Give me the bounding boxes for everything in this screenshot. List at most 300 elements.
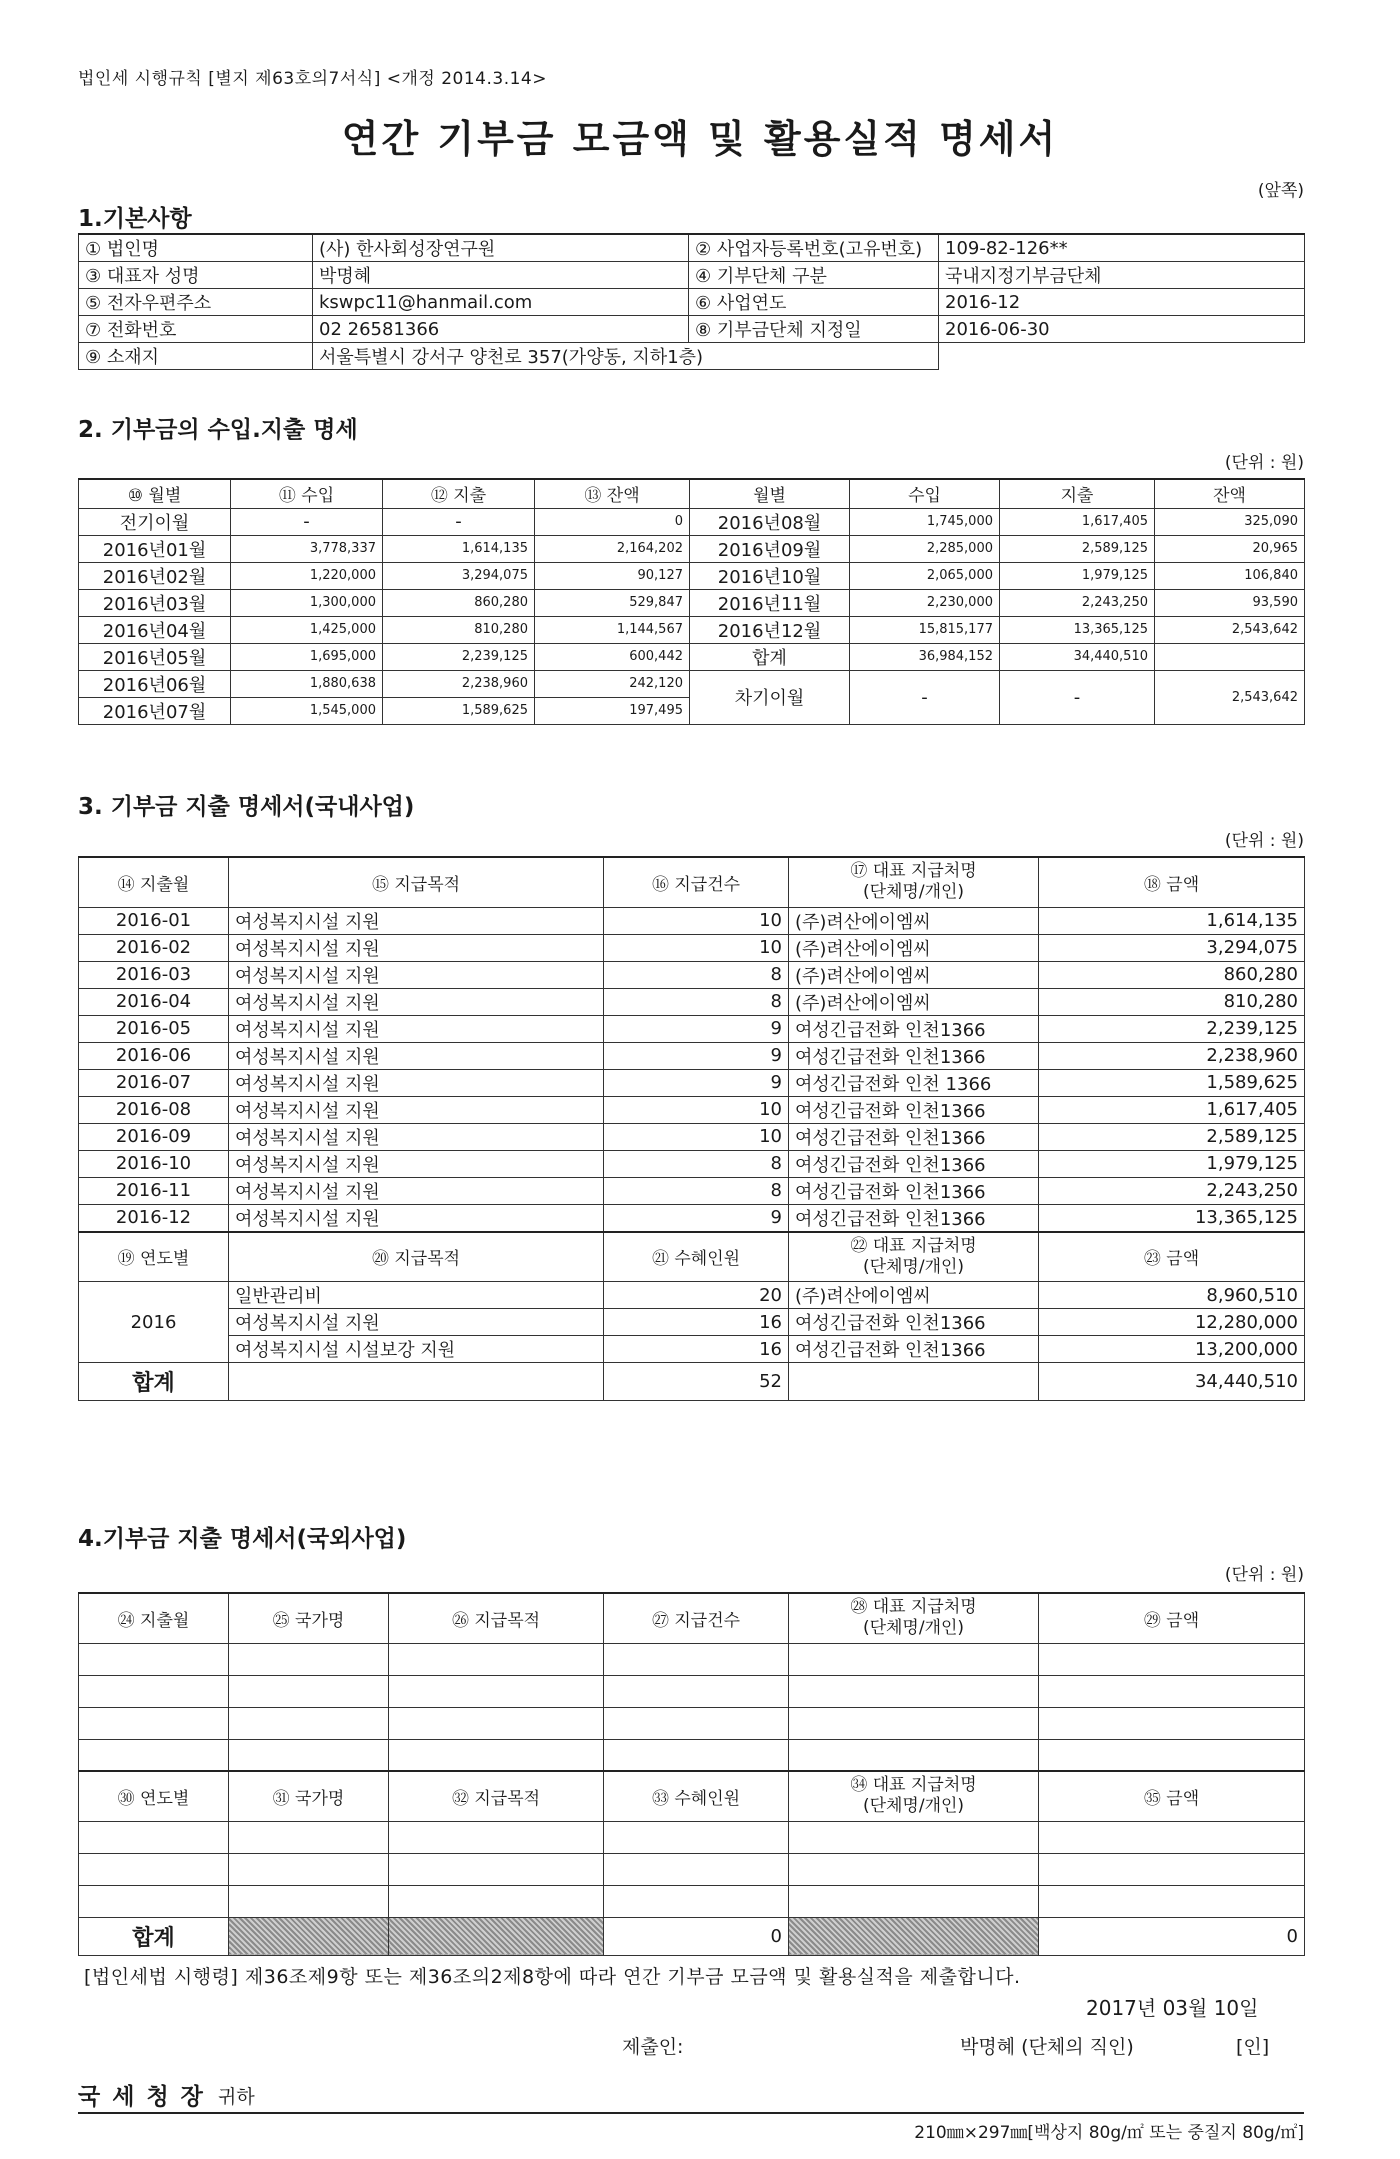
- empty-cell: [389, 1853, 604, 1885]
- expense-count: 8: [604, 988, 789, 1015]
- table-cell: -: [383, 508, 535, 535]
- column-header: [789, 1232, 1039, 1282]
- table-cell: 합계: [690, 643, 850, 670]
- column-header: [789, 857, 1039, 907]
- table-cell: 197,495: [535, 697, 690, 724]
- empty-cell: [789, 1739, 1039, 1771]
- paper-spec: 210㎜×297㎜[백상지 80g/㎡ 또는 중질지 80g/㎡]: [914, 2123, 1304, 2143]
- expense-payee: 여성긴급전화 인천1366: [789, 1015, 1039, 1042]
- expense-amount: 13,365,125: [1039, 1204, 1305, 1232]
- column-header: ㉙ 금액: [1039, 1593, 1305, 1643]
- expense-count: 10: [604, 907, 789, 934]
- expense-row: [79, 1177, 1305, 1204]
- expense-payee: (주)려산에이엠씨: [789, 988, 1039, 1015]
- empty-row: [79, 1707, 1305, 1739]
- expense-row: [79, 1015, 1305, 1042]
- info-label: ⑨ 소재지: [79, 343, 313, 370]
- column-header: ⑮ 지급목적: [229, 857, 604, 907]
- empty-cell: [789, 1643, 1039, 1675]
- recipient: 국 세 청 장: [78, 2084, 205, 2110]
- table-cell: 0: [535, 508, 690, 535]
- yearly-amount: 8,960,510: [1039, 1282, 1305, 1309]
- column-header: ㉗ 지급건수: [604, 1593, 789, 1643]
- yearly-row: [79, 1309, 1305, 1336]
- table-cell: 20,965: [1155, 535, 1305, 562]
- hatched-cell: [229, 1917, 389, 1955]
- table-cell: 2016년12월: [690, 616, 850, 643]
- column-header: ㉑ 수혜인원: [604, 1232, 789, 1282]
- info-label: ⑥ 사업연도: [689, 289, 939, 316]
- total-count: 52: [604, 1363, 789, 1401]
- empty-cell: [939, 343, 1305, 370]
- front-page-label: (앞쪽): [1257, 181, 1304, 201]
- table-cell: 325,090: [1155, 508, 1305, 535]
- form-code: 법인세 시행규칙 [별지 제63호의7서식] <개정 2014.3.14>: [78, 69, 547, 89]
- section1-title: 1.기본사항: [78, 206, 192, 232]
- column-header: ⑭ 지출월: [79, 857, 229, 907]
- empty-cell: [389, 1675, 604, 1707]
- hatched-cell: [389, 1917, 604, 1955]
- total-row: [79, 1917, 1305, 1955]
- yearly-amount: 12,280,000: [1039, 1309, 1305, 1336]
- table-cell: 93,590: [1155, 589, 1305, 616]
- table-cell: 2,589,125: [1000, 535, 1155, 562]
- column-header: ⑩ 월별: [79, 479, 231, 508]
- expense-count: 9: [604, 1042, 789, 1069]
- header-row: [79, 479, 1305, 508]
- expense-purpose: 여성복지시설 지원: [229, 1150, 604, 1177]
- info-value: 2016-06-30: [939, 316, 1305, 343]
- empty-cell: [789, 1675, 1039, 1707]
- header-line: (단체명/개인): [862, 1796, 965, 1817]
- month-row: [79, 643, 1305, 670]
- empty-cell: [1039, 1853, 1305, 1885]
- table-cell: 1,695,000: [231, 643, 383, 670]
- empty-cell: [789, 1707, 1039, 1739]
- column-header: ⑯ 지급건수: [604, 857, 789, 907]
- yearly-count: 16: [604, 1309, 789, 1336]
- expense-purpose: 여성복지시설 지원: [229, 1123, 604, 1150]
- yearly-count: 16: [604, 1336, 789, 1363]
- expense-count: 10: [604, 1123, 789, 1150]
- table-cell: 2016년06월: [79, 670, 231, 697]
- header-line: ⑰ 대표 지급처명: [850, 861, 977, 882]
- column-header: ㉚ 연도별: [79, 1771, 229, 1821]
- info-row: [79, 289, 1305, 316]
- table-cell: 1,617,405: [1000, 508, 1155, 535]
- expense-month: 2016-02: [79, 934, 229, 961]
- section2-unit: (단위 : 원): [1224, 453, 1304, 473]
- overseas-expense-table: [78, 1592, 1305, 1956]
- empty-cell: [389, 1707, 604, 1739]
- empty-row: [79, 1739, 1305, 1771]
- table-cell: 1,614,135: [383, 535, 535, 562]
- expense-amount: 860,280: [1039, 961, 1305, 988]
- expense-purpose: 여성복지시설 지원: [229, 988, 604, 1015]
- table-cell: 2,230,000: [850, 589, 1000, 616]
- basic-info-table: [78, 233, 1305, 370]
- month-row: [79, 670, 1305, 697]
- empty-cell: [604, 1885, 789, 1917]
- expense-payee: 여성긴급전화 인천1366: [789, 1123, 1039, 1150]
- header-line: (단체명/개인): [862, 1256, 965, 1277]
- expense-month: 2016-03: [79, 961, 229, 988]
- table-cell: 2016년03월: [79, 589, 231, 616]
- expense-amount: 3,294,075: [1039, 934, 1305, 961]
- info-value: 국내지정기부금단체: [939, 262, 1305, 289]
- table-cell: 2,065,000: [850, 562, 1000, 589]
- expense-row: [79, 988, 1305, 1015]
- expense-purpose: 여성복지시설 지원: [229, 1177, 604, 1204]
- column-header: ⑬ 잔액: [535, 479, 690, 508]
- total-row: [79, 1363, 1305, 1401]
- column-header: ㉖ 지급목적: [389, 1593, 604, 1643]
- empty-cell: [229, 1853, 389, 1885]
- info-label: ② 사업자등록번호(고유번호): [689, 234, 939, 262]
- column-header: ⑱ 금액: [1039, 857, 1305, 907]
- expense-row: [79, 961, 1305, 988]
- expense-purpose: 여성복지시설 지원: [229, 961, 604, 988]
- expense-purpose: 여성복지시설 지원: [229, 1015, 604, 1042]
- address-row: [79, 343, 1305, 370]
- info-row: [79, 234, 1305, 262]
- section3-title: 3. 기부금 지출 명세서(국내사업): [78, 794, 415, 820]
- empty-cell: [789, 1363, 1039, 1401]
- carry-expense: -: [1000, 670, 1155, 724]
- expense-row: [79, 1150, 1305, 1177]
- table-cell: 106,840: [1155, 562, 1305, 589]
- info-value: (사) 한사회성장연구원: [313, 234, 689, 262]
- expense-row: [79, 934, 1305, 961]
- yearly-payee: 여성긴급전화 인천1366: [789, 1336, 1039, 1363]
- expense-amount: 2,243,250: [1039, 1177, 1305, 1204]
- empty-cell: [789, 1821, 1039, 1853]
- column-header: 지출: [1000, 479, 1155, 508]
- expense-month: 2016-10: [79, 1150, 229, 1177]
- document-title: 연간 기부금 모금액 및 활용실적 명세서: [341, 117, 1059, 161]
- empty-row: [79, 1853, 1305, 1885]
- column-header: 월별: [690, 479, 850, 508]
- empty-cell: [229, 1739, 389, 1771]
- info-label: ① 법인명: [79, 234, 313, 262]
- expense-payee: 여성긴급전화 인천1366: [789, 1042, 1039, 1069]
- info-row: [79, 262, 1305, 289]
- column-header: ㉟ 금액: [1039, 1771, 1305, 1821]
- yearly-payee: 여성긴급전화 인천1366: [789, 1309, 1039, 1336]
- expense-payee: (주)려산에이엠씨: [789, 961, 1039, 988]
- table-cell: 2016년02월: [79, 562, 231, 589]
- expense-month: 2016-06: [79, 1042, 229, 1069]
- column-header: ⑪ 수입: [231, 479, 383, 508]
- expense-amount: 2,589,125: [1039, 1123, 1305, 1150]
- expense-row: [79, 907, 1305, 934]
- table-cell: 90,127: [535, 562, 690, 589]
- total-label: 합계: [79, 1917, 229, 1955]
- header-line: (단체명/개인): [862, 882, 965, 903]
- header-row: [79, 1771, 1305, 1821]
- table-cell: 1,144,567: [535, 616, 690, 643]
- empty-cell: [79, 1643, 229, 1675]
- empty-cell: [229, 1707, 389, 1739]
- expense-amount: 810,280: [1039, 988, 1305, 1015]
- total-count: 0: [604, 1917, 789, 1955]
- table-cell: 3,294,075: [383, 562, 535, 589]
- expense-month: 2016-11: [79, 1177, 229, 1204]
- empty-cell: [79, 1885, 229, 1917]
- expense-purpose: 여성복지시설 지원: [229, 1204, 604, 1232]
- empty-cell: [229, 1643, 389, 1675]
- expense-month: 2016-04: [79, 988, 229, 1015]
- month-row: [79, 589, 1305, 616]
- domestic-expense-table: [78, 856, 1305, 1401]
- yearly-row: [79, 1282, 1305, 1309]
- expense-count: 9: [604, 1204, 789, 1232]
- table-cell: 1,979,125: [1000, 562, 1155, 589]
- table-cell: 2016년07월: [79, 697, 231, 724]
- yearly-purpose: 일반관리비: [229, 1282, 604, 1309]
- table-cell: 2,164,202: [535, 535, 690, 562]
- empty-cell: [229, 1821, 389, 1853]
- address-value: 서울특별시 강서구 양천로 357(가양동, 지하1층): [313, 343, 939, 370]
- empty-cell: [79, 1821, 229, 1853]
- expense-purpose: 여성복지시설 지원: [229, 907, 604, 934]
- table-cell: 34,440,510: [1000, 643, 1155, 670]
- footer-divider: [78, 2112, 1304, 2114]
- empty-cell: [79, 1853, 229, 1885]
- header-line: ㉞ 대표 지급처명: [850, 1775, 977, 1796]
- expense-amount: 2,238,960: [1039, 1042, 1305, 1069]
- table-cell: 1,589,625: [383, 697, 535, 724]
- yearly-purpose: 여성복지시설 시설보강 지원: [229, 1336, 604, 1363]
- table-cell: 1,880,638: [231, 670, 383, 697]
- expense-row: [79, 1096, 1305, 1123]
- yearly-amount: 13,200,000: [1039, 1336, 1305, 1363]
- header-row: [79, 857, 1305, 907]
- column-header: 수입: [850, 479, 1000, 508]
- expense-amount: 1,979,125: [1039, 1150, 1305, 1177]
- month-row: [79, 508, 1305, 535]
- expense-amount: 1,589,625: [1039, 1069, 1305, 1096]
- empty-cell: [604, 1739, 789, 1771]
- month-row: [79, 562, 1305, 589]
- table-cell: 15,815,177: [850, 616, 1000, 643]
- empty-row: [79, 1885, 1305, 1917]
- table-cell: 810,280: [383, 616, 535, 643]
- table-cell: 529,847: [535, 589, 690, 616]
- submitter-label: 제출인:: [622, 2036, 684, 2058]
- empty-row: [79, 1675, 1305, 1707]
- table-cell: 860,280: [383, 589, 535, 616]
- expense-month: 2016-08: [79, 1096, 229, 1123]
- submission-statement: [법인세법 시행령] 제36조제9항 또는 제36조의2제8항에 따라 연간 기부금 모금액 및 활용실적을 제출합니다.: [84, 1966, 1021, 1988]
- column-header: ㉝ 수혜인원: [604, 1771, 789, 1821]
- column-header: [789, 1771, 1039, 1821]
- table-cell: 600,442: [535, 643, 690, 670]
- header-row: [79, 1593, 1305, 1643]
- expense-count: 8: [604, 1177, 789, 1204]
- expense-month: 2016-07: [79, 1069, 229, 1096]
- table-cell: 2,243,250: [1000, 589, 1155, 616]
- info-label: ③ 대표자 성명: [79, 262, 313, 289]
- table-cell: 2016년10월: [690, 562, 850, 589]
- column-header: ⑫ 지출: [383, 479, 535, 508]
- table-cell: -: [231, 508, 383, 535]
- table-cell: 2,239,125: [383, 643, 535, 670]
- info-value: 02 26581366: [313, 316, 689, 343]
- empty-cell: [1039, 1707, 1305, 1739]
- expense-count: 10: [604, 1096, 789, 1123]
- empty-cell: [1039, 1821, 1305, 1853]
- info-label: ⑧ 기부금단체 지정일: [689, 316, 939, 343]
- expense-payee: (주)려산에이엠씨: [789, 907, 1039, 934]
- expense-purpose: 여성복지시설 지원: [229, 934, 604, 961]
- table-cell: 1,745,000: [850, 508, 1000, 535]
- empty-row: [79, 1821, 1305, 1853]
- expense-row: [79, 1123, 1305, 1150]
- expense-month: 2016-12: [79, 1204, 229, 1232]
- submission-date: 2017년 03월 10일: [1086, 1996, 1259, 2020]
- info-value: 박명혜: [313, 262, 689, 289]
- expense-purpose: 여성복지시설 지원: [229, 1096, 604, 1123]
- expense-month: 2016-05: [79, 1015, 229, 1042]
- total-amount: 34,440,510: [1039, 1363, 1305, 1401]
- header-line: (단체명/개인): [862, 1618, 965, 1639]
- empty-cell: [229, 1363, 604, 1401]
- column-header: ⑲ 연도별: [79, 1232, 229, 1282]
- header-row: [79, 1232, 1305, 1282]
- info-label: ⑦ 전화번호: [79, 316, 313, 343]
- info-label: ⑤ 전자우편주소: [79, 289, 313, 316]
- table-cell: 1,545,000: [231, 697, 383, 724]
- table-cell: 2016년01월: [79, 535, 231, 562]
- expense-payee: 여성긴급전화 인천 1366: [789, 1069, 1039, 1096]
- total-amount: 0: [1039, 1917, 1305, 1955]
- expense-payee: (주)려산에이엠씨: [789, 934, 1039, 961]
- empty-cell: [789, 1885, 1039, 1917]
- empty-cell: [604, 1853, 789, 1885]
- column-header: [789, 1593, 1039, 1643]
- info-label: ④ 기부단체 구분: [689, 262, 939, 289]
- column-header: ㉕ 국가명: [229, 1593, 389, 1643]
- yearly-purpose: 여성복지시설 지원: [229, 1309, 604, 1336]
- expense-purpose: 여성복지시설 지원: [229, 1069, 604, 1096]
- expense-purpose: 여성복지시설 지원: [229, 1042, 604, 1069]
- info-value: kswpc11@hanmail.com: [313, 289, 689, 316]
- empty-cell: [604, 1643, 789, 1675]
- expense-row: [79, 1069, 1305, 1096]
- expense-count: 9: [604, 1069, 789, 1096]
- header-line: ㉒ 대표 지급처명: [850, 1235, 977, 1256]
- carry-label: 차기이월: [690, 670, 850, 724]
- expense-amount: 1,614,135: [1039, 907, 1305, 934]
- expense-count: 8: [604, 961, 789, 988]
- column-header: ㉓ 금액: [1039, 1232, 1305, 1282]
- empty-cell: [1039, 1643, 1305, 1675]
- section4-title: 4.기부금 지출 명세서(국외사업): [78, 1526, 407, 1552]
- header-line: ㉘ 대표 지급처명: [850, 1597, 977, 1618]
- empty-cell: [604, 1821, 789, 1853]
- table-cell: 2016년11월: [690, 589, 850, 616]
- hatched-cell: [789, 1917, 1039, 1955]
- total-label: 합계: [79, 1363, 229, 1401]
- column-header: ㉔ 지출월: [79, 1593, 229, 1643]
- expense-payee: 여성긴급전화 인천1366: [789, 1096, 1039, 1123]
- empty-cell: [1039, 1675, 1305, 1707]
- section4-unit: (단위 : 원): [1224, 1565, 1304, 1585]
- empty-cell: [389, 1885, 604, 1917]
- empty-cell: [229, 1675, 389, 1707]
- table-cell: 1,220,000: [231, 562, 383, 589]
- empty-cell: [79, 1739, 229, 1771]
- month-row: [79, 535, 1305, 562]
- empty-cell: [604, 1675, 789, 1707]
- info-row: [79, 316, 1305, 343]
- expense-payee: 여성긴급전화 인천1366: [789, 1177, 1039, 1204]
- table-cell: 1,425,000: [231, 616, 383, 643]
- table-cell: 2016년04월: [79, 616, 231, 643]
- empty-row: [79, 1643, 1305, 1675]
- expense-payee: 여성긴급전화 인천1366: [789, 1204, 1039, 1232]
- table-cell: 2016년09월: [690, 535, 850, 562]
- info-value: 2016-12: [939, 289, 1305, 316]
- empty-cell: [229, 1885, 389, 1917]
- empty-cell: [1039, 1885, 1305, 1917]
- yearly-count: 20: [604, 1282, 789, 1309]
- expense-amount: 2,239,125: [1039, 1015, 1305, 1042]
- column-header: ⑳ 지급목적: [229, 1232, 604, 1282]
- section3-unit: (단위 : 원): [1224, 831, 1304, 851]
- table-cell: 2,285,000: [850, 535, 1000, 562]
- recipient-suffix: 귀하: [218, 2086, 255, 2108]
- empty-cell: [79, 1707, 229, 1739]
- carry-income: -: [850, 670, 1000, 724]
- table-cell: 2016년05월: [79, 643, 231, 670]
- expense-count: 8: [604, 1150, 789, 1177]
- yearly-row: [79, 1336, 1305, 1363]
- column-header: 잔액: [1155, 479, 1305, 508]
- expense-payee: 여성긴급전화 인천1366: [789, 1150, 1039, 1177]
- expense-amount: 1,617,405: [1039, 1096, 1305, 1123]
- carry-balance: 2,543,642: [1155, 670, 1305, 724]
- empty-cell: [789, 1853, 1039, 1885]
- section2-title: 2. 기부금의 수입.지출 명세: [78, 417, 358, 443]
- empty-cell: [389, 1821, 604, 1853]
- expense-month: 2016-09: [79, 1123, 229, 1150]
- table-cell: 242,120: [535, 670, 690, 697]
- yearly-payee: (주)려산에이엠씨: [789, 1282, 1039, 1309]
- info-value: 109-82-126**: [939, 234, 1305, 262]
- month-row: [79, 616, 1305, 643]
- expense-count: 10: [604, 934, 789, 961]
- table-cell: 2,238,960: [383, 670, 535, 697]
- column-header: ㉜ 지급목적: [389, 1771, 604, 1821]
- expense-month: 2016-01: [79, 907, 229, 934]
- expense-row: [79, 1204, 1305, 1232]
- expense-row: [79, 1042, 1305, 1069]
- table-cell: 13,365,125: [1000, 616, 1155, 643]
- expense-count: 9: [604, 1015, 789, 1042]
- table-cell: 3,778,337: [231, 535, 383, 562]
- table-cell: 2016년08월: [690, 508, 850, 535]
- table-cell: 36,984,152: [850, 643, 1000, 670]
- yearly-year: 2016: [79, 1282, 229, 1363]
- empty-cell: [604, 1707, 789, 1739]
- table-cell: 전기이월: [79, 508, 231, 535]
- table-cell: [1155, 643, 1305, 670]
- empty-cell: [389, 1739, 604, 1771]
- empty-cell: [389, 1643, 604, 1675]
- empty-cell: [1039, 1739, 1305, 1771]
